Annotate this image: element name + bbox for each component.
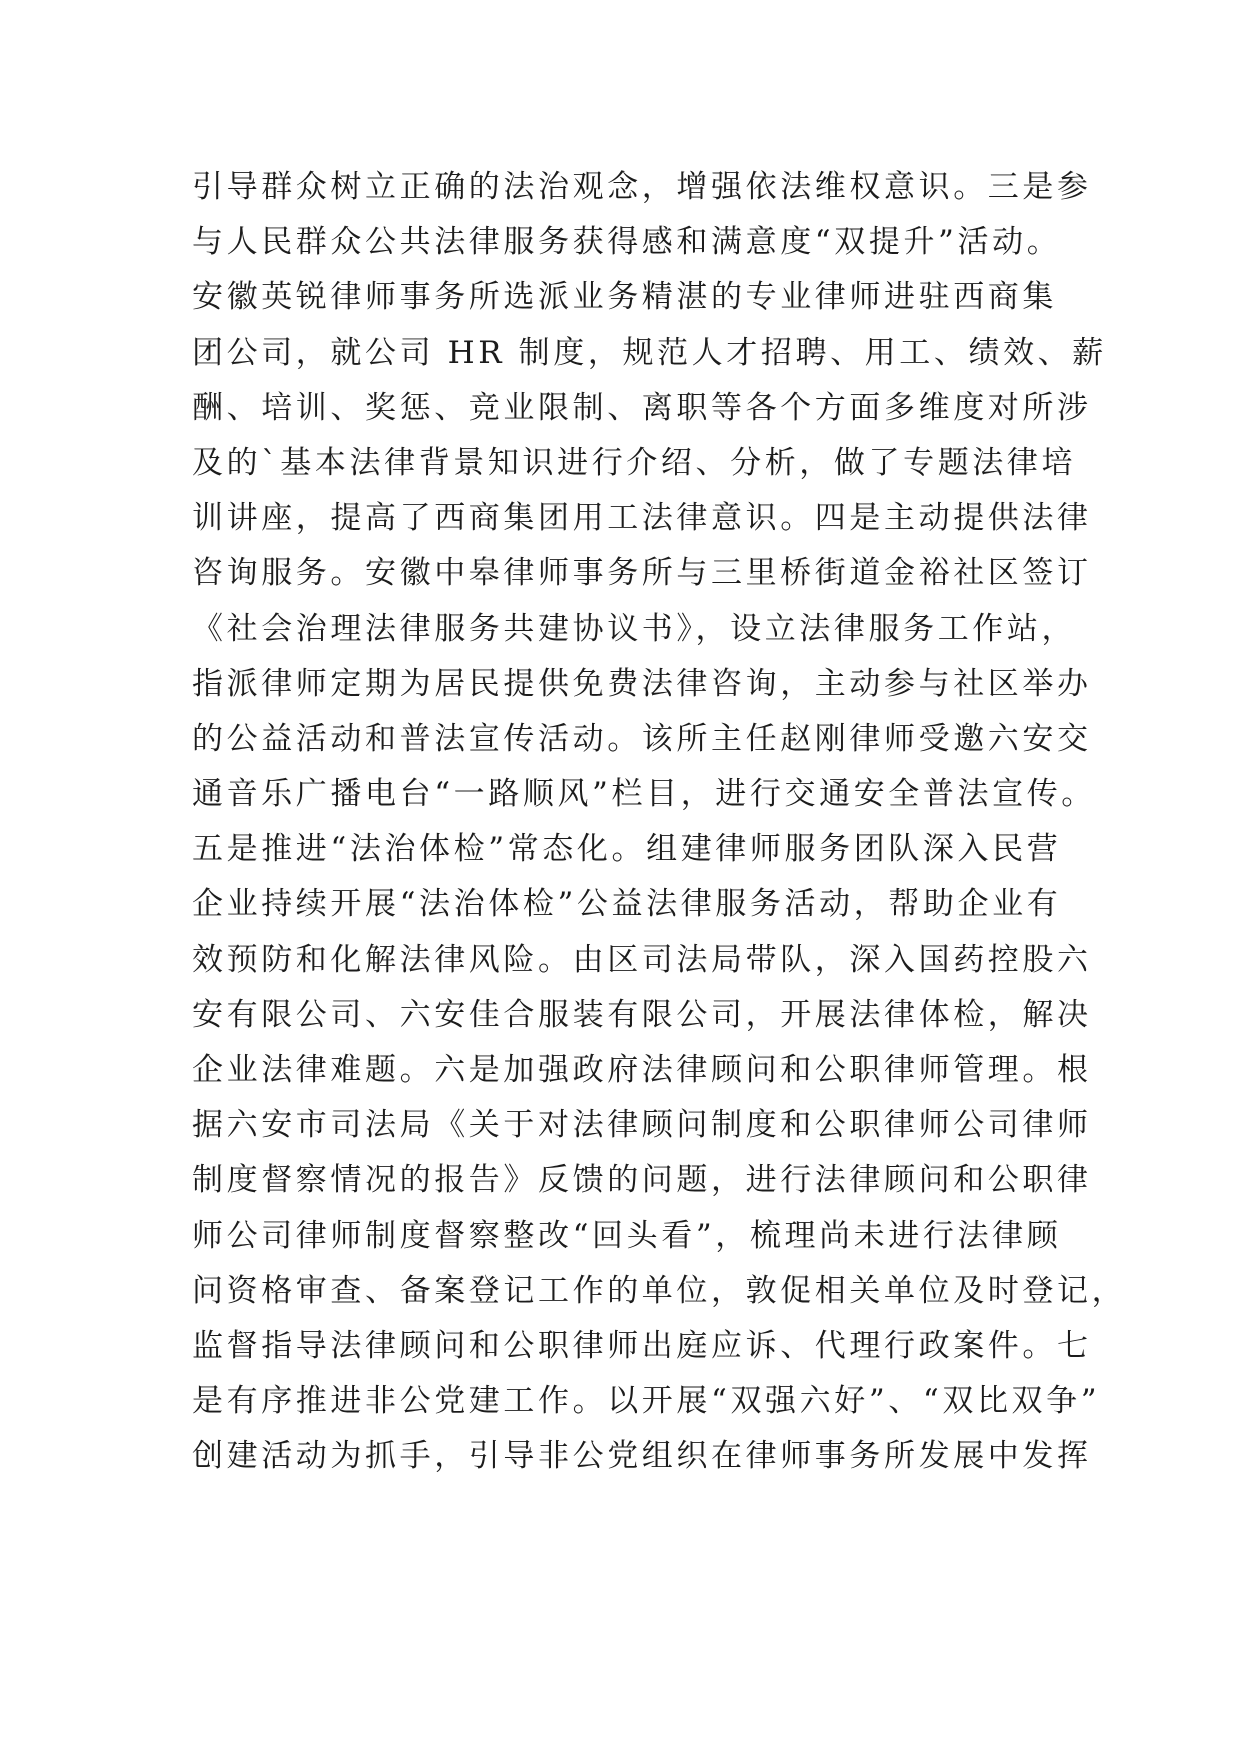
- text-line: 安有限公司、六安佳合服装有限公司，开展法律体检，解决: [192, 996, 1092, 1033]
- text-line: 与人民群众公共法律服务获得感和满意度“双提升”活动。: [192, 224, 1062, 261]
- body-text: [192, 160, 1127, 1485]
- text-line: 安徽英锐律师事务所选派业务精湛的专业律师进驻西商集: [192, 279, 1057, 316]
- text-line: 引导群众树立正确的法治观念，增强依法维权意识。三是参: [192, 169, 1092, 205]
- text-line: 及的`基本法律背景知识进行介绍、分析，做了专题法律培: [192, 444, 1077, 481]
- text-line: 创建活动为抓手，引导非公党组织在律师事务所发展中发挥: [192, 1438, 1092, 1475]
- text-line: 指派律师定期为居民提供免费法律咨询，主动参与社区举办: [192, 665, 1092, 702]
- text-line: 咨询服务。安徽中皋律师事务所与三里桥街道金裕社区签订: [192, 555, 1092, 592]
- text-line: 效预防和化解法律风险。由区司法局带队，深入国药控股六: [192, 941, 1092, 978]
- text-line: 训讲座，提高了西商集团用工法律意识。四是主动提供法律: [192, 500, 1092, 537]
- text-line: 团公司，就公司 HR 制度，规范人才招聘、用工、绩效、薪: [192, 334, 1107, 371]
- text-line: 问资格审查、备案登记工作的单位，敦促相关单位及时登记，: [192, 1272, 1127, 1309]
- text-line: 据六安市司法局《关于对法律顾问制度和公职律师公司律师: [192, 1107, 1092, 1144]
- text-line: 五是推进“法治体检”常态化。组建律师服务团队深入民营: [192, 831, 1062, 868]
- text-line: 制度督察情况的报告》反馈的问题，进行法律顾问和公职律: [192, 1162, 1092, 1199]
- text-line: 的公益活动和普法宣传活动。该所主任赵刚律师受邀六安交: [192, 720, 1092, 757]
- text-line: 是有序推进非公党建工作。以开展“双强六好”、“双比双争”: [192, 1383, 1101, 1420]
- text-line: 企业持续开展“法治体检”公益法律服务活动，帮助企业有: [192, 886, 1062, 923]
- text-line: 师公司律师制度督察整改“回头看”，梳理尚未进行法律顾: [192, 1217, 1062, 1254]
- text-line: 监督指导法律顾问和公职律师出庭应诉、代理行政案件。七: [192, 1327, 1092, 1364]
- text-line: 《社会治理法律服务共建协议书》，设立法律服务工作站，: [192, 610, 1077, 647]
- text-line: 酬、培训、奖惩、竞业限制、离职等各个方面多维度对所涉: [192, 389, 1092, 426]
- text-line: 企业法律难题。六是加强政府法律顾问和公职律师管理。根: [192, 1052, 1092, 1088]
- text-line: 通音乐广播电台“一路顺风”栏目，进行交通安全普法宣传。: [192, 776, 1096, 813]
